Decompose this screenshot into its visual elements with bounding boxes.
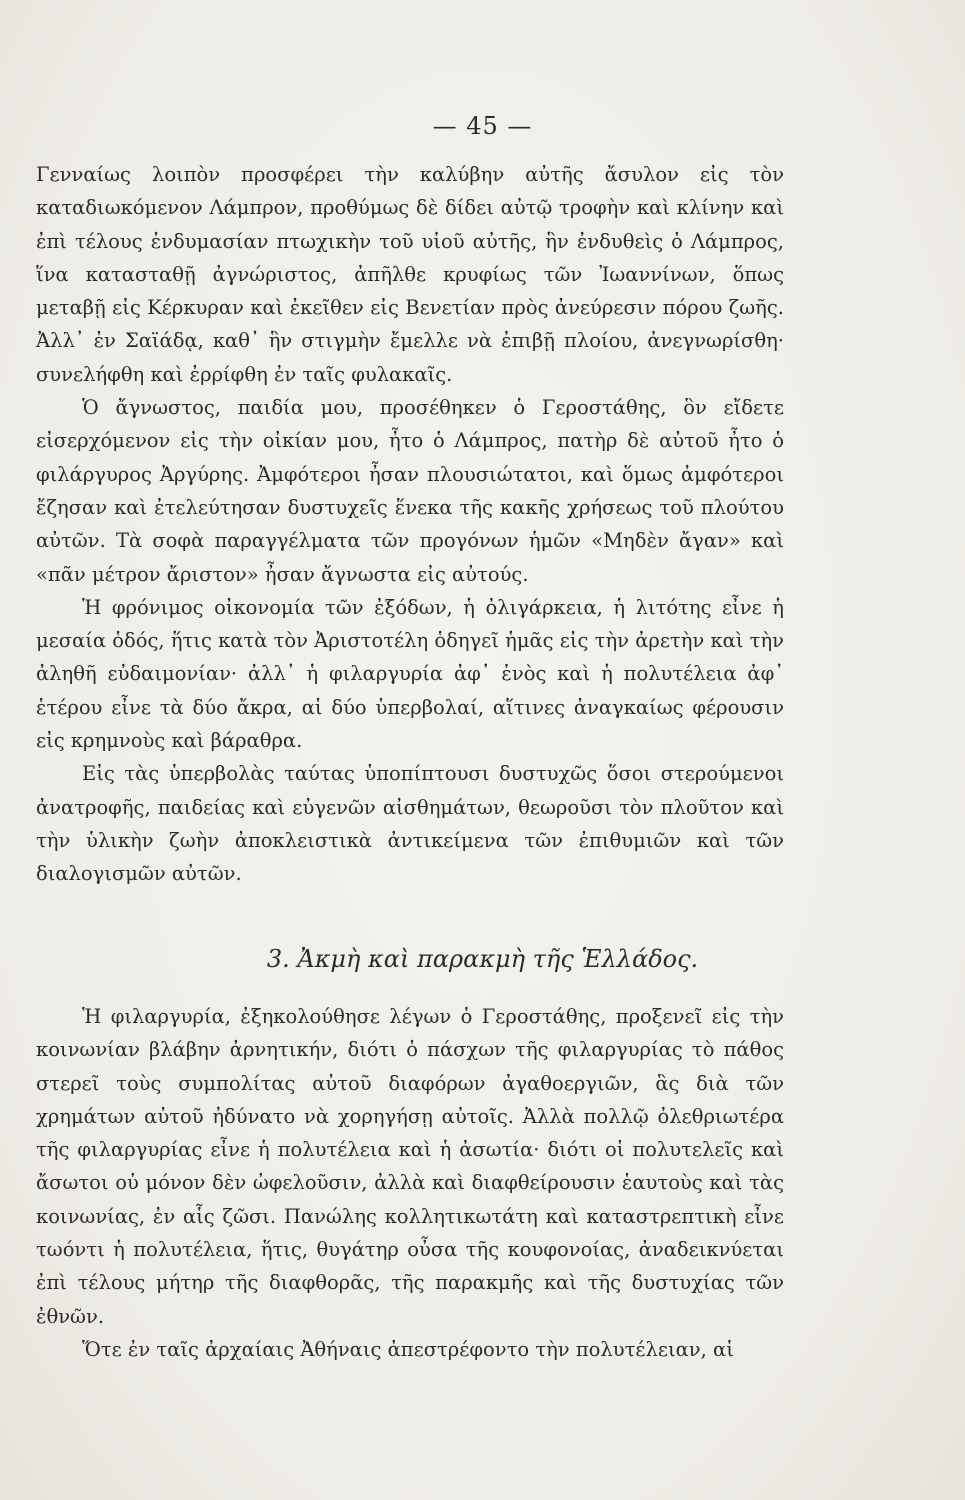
paragraph: Ὁ ἄγνωστος, παιδία μου, προσέθηκεν ὁ Γεροστάθης, ὃν εἴδετε εἰσερχόμενον εἰς τὴν οἰκίαν μου, ἦτο ὁ Λάμπρος, πατὴρ δὲ αὐτοῦ ἦτο ὁ φιλάργυρος Ἀργύρης. Ἀμφότεροι ἦσαν πλουσιώτατοι, καὶ ὅμως ἀμφότεροι ἔζησαν καὶ ἐτελεύτησαν δυστυχεῖς ἕνεκα τῆς κακῆς χρήσεως τοῦ πλούτου αὐτῶν. Τὰ σοφὰ παραγγέλματα τῶν προγόνων ἡμῶν «Μηδὲν ἄγαν» καὶ «πᾶν μέτρον ἄριστον» ἦσαν ἄγνωστα εἰς αὐτούς. <box>36 396 784 586</box>
paragraph: Εἰς τὰς ὑπερβολὰς ταύτας ὑποπίπτουσι δυστυχῶς ὅσοι στερούμενοι ἀνατροφῆς, παιδείας καὶ εὐγενῶν αἰσθημάτων, θεωροῦσι τὸν πλοῦτον καὶ τὴν ὑλικὴν ζωὴν ἀποκλειστικὰ ἀντικείμενα τῶν ἐπιθυμιῶν καὶ τῶν διαλογισμῶν αὐτῶν. <box>36 762 784 886</box>
body-text-section <box>36 1000 784 1366</box>
paragraph: Γενναίως λοιπὸν προσφέρει τὴν καλύβην αὐτῆς ἄσυλον εἰς τὸν καταδιωκόμενον Λάμπρον, προθύμως δὲ δίδει αὐτῷ τροφὴν καὶ κλίνην καὶ ἐπὶ τέλους ἐνδυμασίαν πτωχικὴν τοῦ υἱοῦ αὐτῆς, ἣν ἐνδυθεὶς ὁ Λάμπρος, ἵνα κατασταθῇ ἀγνώριστος, ἀπῆλθε κρυφίως τῶν Ἰωαννίνων, ὅπως μεταβῇ εἰς Κέρκυραν καὶ ἐκεῖθεν εἰς Βενετίαν πρὸς ἀνεύρεσιν πόρου ζωῆς. Ἀλλ᾽ ἐν Σαϊάδᾳ, καθ᾽ ἣν στιγμὴν ἔμελλε νὰ ἐπιβῇ πλοίου, ἀνεγνωρίσθη· συνελήφθη καὶ ἐρρίφθη ἐν ταῖς φυλακαῖς. <box>36 163 784 386</box>
paragraph: Ἡ φιλαργυρία, ἐξηκολούθησε λέγων ὁ Γεροστάθης, προξενεῖ εἰς τὴν κοινωνίαν βλάβην ἀρνητικήν, διότι ὁ πάσχων τῆς φιλαργυρίας τὸ πάθος στερεῖ τοὺς συμπολίτας αὐτοῦ διαφόρων ἀγαθοεργιῶν, ἃς διὰ τῶν χρημάτων αὐτοῦ ἠδύνατο νὰ χορηγήσῃ αὐτοῖς. Ἀλλὰ πολλῷ ὀλεθριωτέρα τῆς φιλαργυρίας εἶνε ἡ πολυτέλεια καὶ ἡ ἀσωτία· διότι οἱ πολυτελεῖς καὶ ἄσωτοι οὐ μόνον δὲν ὠφελοῦσιν, ἀλλὰ καὶ διαφθείρουσιν ἑαυτοὺς καὶ τὰς κοινωνίας, ἐν αἷς ζῶσι. Πανώλης κολλητικωτάτη καὶ καταστρεπτικὴ εἶνε τωόντι ἡ πολυτέλεια, ἥτις, θυγάτηρ οὖσα τῆς κουφονοίας, ἀναδεικνύεται ἐπὶ τέλους μήτηρ τῆς διαφθορᾶς, τῆς παρακμῆς καὶ τῆς δυστυχίας τῶν ἐθνῶν. <box>36 1005 784 1328</box>
page-number: — 45 — <box>432 112 533 140</box>
section-heading: 3. Ἀκμὴ καὶ παρακμὴ τῆς Ἑλλάδος. <box>266 945 699 973</box>
body-text-before-section <box>36 158 784 891</box>
paragraph: Ἡ φρόνιμος οἰκονομία τῶν ἐξόδων, ἡ ὀλιγάρκεια, ἡ λιτότης εἶνε ἡ μεσαία ὁδός, ἥτις κατὰ τὸν Ἀριστοτέλη ὁδηγεῖ ἡμᾶς εἰς τὴν ἀρετὴν καὶ τὴν ἀληθῆ εὐδαιμονίαν· ἀλλ᾽ ἡ φιλαργυρία ἀφ᾽ ἑνὸς καὶ ἡ πολυτέλεια ἀφ᾽ ἑτέρου εἶνε τὰ δύο ἄκρα, αἱ δύο ὑπερβολαί, αἵτινες ἀναγκαίως φέρουσιν εἰς κρημνοὺς καὶ βάραθρα. <box>36 595 784 753</box>
paragraph: Ὅτε ἐν ταῖς ἀρχαίαις Ἀθήναις ἀπεστρέφοντο τὴν πολυτέλειαν, αἱ <box>82 1337 734 1361</box>
